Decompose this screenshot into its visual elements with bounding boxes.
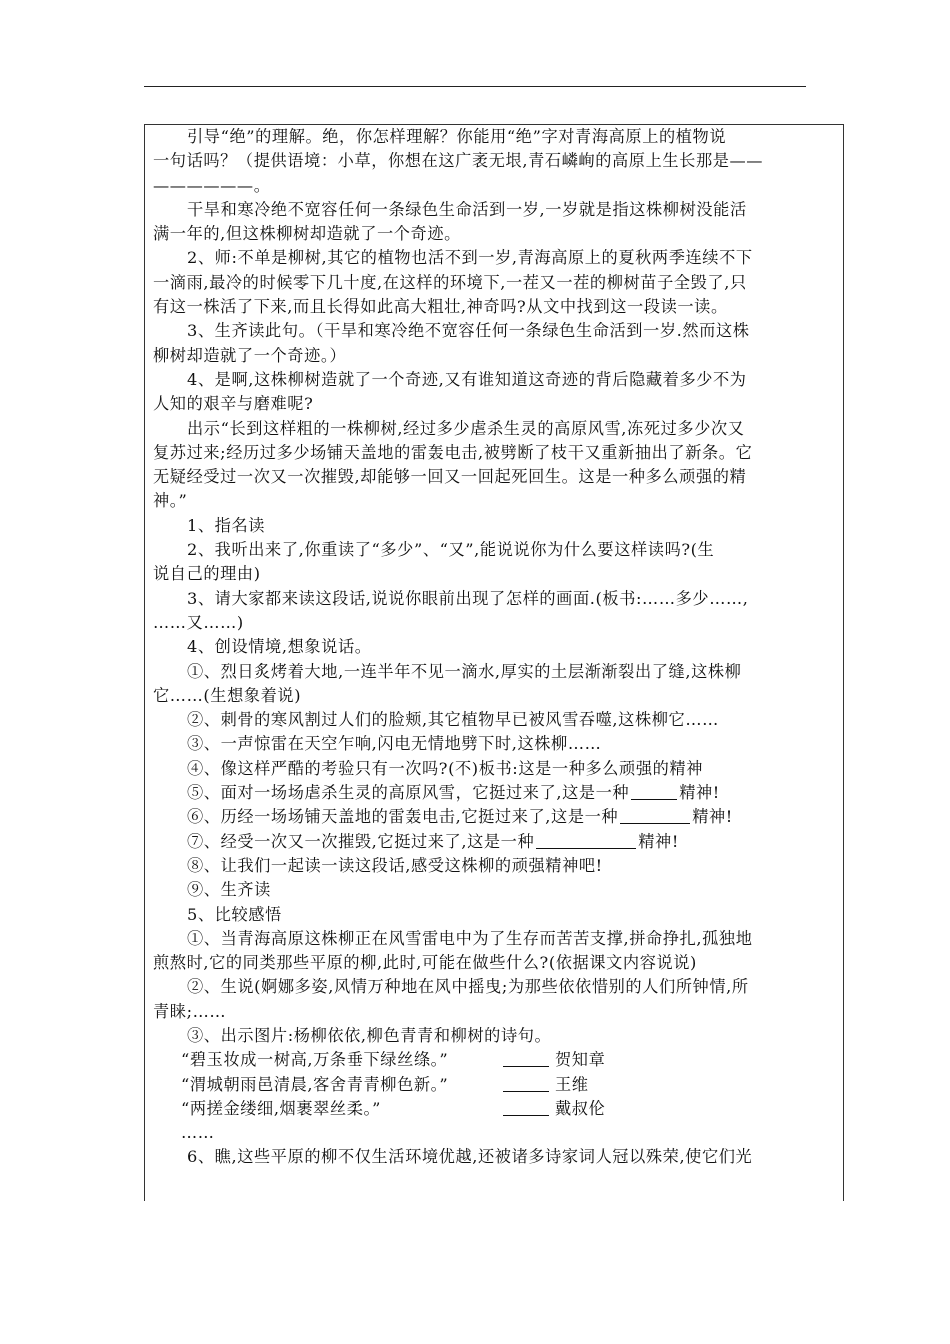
text-line: 柳树却造就了一个奇迹。）	[153, 345, 347, 365]
text-line: ——————。	[153, 175, 271, 195]
text-line: 5、比较感悟	[187, 904, 282, 924]
text-line: ②、刺骨的寒风割过人们的脸颊,其它植物早已被风雪吞噬,这株柳它……	[187, 710, 719, 730]
text-line: 干旱和寒冷绝不宽容任何一条绿色生命活到一岁,一岁就是指这株柳树没能活	[187, 199, 747, 219]
lesson-plan-cell	[144, 124, 844, 1201]
fill-blank-line	[153, 805, 837, 829]
text-line: 复苏过来;经历过多少场铺天盖地的雷轰电击,被劈断了枝干又重新抽出了新条。它	[153, 442, 753, 462]
text-line: 满一年的,但这株柳树却造就了一个奇迹。	[153, 224, 461, 244]
text-line: 1、指名读	[187, 515, 266, 535]
text-line: ①、当青海高原这株柳正在风雪雷电中为了生存而苦苦支撑,拼命挣扎,孤独地	[187, 928, 753, 948]
text-line: 2、师:不单是柳树,其它的植物也活不到一岁,青海高原上的夏秋两季连续不下	[187, 248, 753, 268]
poem-verse: “碧玉妆成一树高,万条垂下绿丝绦。”	[181, 1050, 449, 1070]
text-line: 有这一株活了下来,而且长得如此高大粗壮,神奇吗?从文中找到这一段读一读。	[153, 297, 728, 317]
text-line: ①、烈日炙烤着大地,一连半年不见一滴水,厚实的土层渐渐裂出了缝,这株柳	[187, 661, 742, 681]
poem-line	[153, 1048, 837, 1072]
answer-blank	[503, 1098, 549, 1116]
text-line: 4、是啊,这株柳树造就了一个奇迹,又有谁知道这奇迹的背后隐藏着多少不为	[187, 369, 747, 389]
poem-line	[153, 1097, 837, 1121]
poem-verse: “渭城朝雨邑清晨,客舍青青柳色新。”	[181, 1074, 449, 1094]
text-line: ③、出示图片:杨柳依依,柳色青青和柳树的诗句。	[187, 1025, 552, 1045]
text-line: 青睐;……	[153, 1001, 227, 1021]
answer-blank	[536, 831, 636, 849]
text-line: ④、像这样严酷的考验只有一次吗?(不)板书:这是一种多么顽强的精神	[187, 758, 703, 778]
text-line: 3、生齐读此句。（干旱和寒冷绝不宽容任何一条绿色生命活到一岁.然而这株	[187, 321, 750, 341]
text-line: ②、生说(婀娜多姿,风情万种地在风中摇曳;为那些依依惜别的人们所钟情,所	[187, 977, 749, 997]
poem-line	[153, 1073, 837, 1097]
answer-blank	[503, 1049, 549, 1067]
answer-blank	[620, 806, 690, 824]
text-line: 人知的艰辛与磨难呢?	[153, 394, 314, 414]
text-line: 神。”	[153, 491, 188, 511]
fill-line-text: 精神!	[692, 807, 733, 827]
text-line: ③、一声惊雷在天空乍响,闪电无情地劈下时,这株柳……	[187, 734, 602, 754]
text-line: 一滴雨,最冷的时候零下几十度,在这样的环境下,一茬又一茬的柳树苗子全毁了,只	[153, 272, 747, 292]
text-line: 6、瞧,这些平原的柳不仅生活环境优越,还被诸多诗家词人冠以殊荣,使它们光	[187, 1147, 753, 1167]
text-line: 引导“绝”的理解。绝，你怎样理解？你能用“绝”字对青海高原上的植物说	[187, 127, 727, 146]
fill-line-text: 精神!	[638, 831, 679, 851]
fill-line-text: ⑤、面对一场场虐杀生灵的高原风雪，它挺过来了,这是一种	[187, 783, 630, 803]
text-line: 3、请大家都来读这段话,说说你眼前出现了怎样的画面.(板书:……多少……,	[187, 588, 749, 608]
text-line: ……又……)	[153, 612, 244, 632]
poem-author: 贺知章	[555, 1050, 606, 1070]
text-line: ⑨、生齐读	[187, 880, 271, 900]
text-line: ⑧、让我们一起读一读这段话,感受这株柳的顽强精神吧!	[187, 855, 603, 875]
text-line: ……	[181, 1123, 215, 1143]
text-line: 无疑经受过一次又一次摧毁,却能够一回又一回起死回生。这是一种多么顽强的精	[153, 467, 747, 487]
text-line: 说自己的理由)	[153, 564, 261, 584]
text-line: 2、我听出来了,你重读了“多少”、“又”,能说说你为什么要这样读吗?(生	[187, 540, 715, 560]
fill-line-text: ⑥、历经一场场铺天盖地的雷轰电击,它挺过来了,这是一种	[187, 807, 619, 827]
answer-blank	[503, 1074, 549, 1092]
text-line: 煎熬时,它的同类那些平原的柳,此时,可能在做些什么?(依据课文内容说说)	[153, 953, 697, 973]
answer-blank	[631, 782, 677, 800]
fill-line-text: 精神!	[679, 783, 720, 803]
poem-author: 戴叔伦	[555, 1098, 606, 1118]
text-line: 4、创设情境,想象说话。	[187, 637, 372, 657]
fill-blank-line	[153, 830, 837, 854]
text-line: 出示“长到这样粗的一株柳树,经过多少虐杀生灵的高原风雪,冻死过多少次又	[187, 418, 745, 438]
fill-blank-line	[153, 781, 837, 805]
header-rule	[144, 86, 806, 87]
text-line: 一句话吗？（提供语境：小草，你想在这广袤无垠,青石嶙峋的高原上生长那是——	[153, 151, 764, 171]
fill-line-text: ⑦、经受一次又一次摧毁,它挺过来了,这是一种	[187, 831, 535, 851]
text-line: 它……(生想象着说)	[153, 685, 302, 705]
poem-verse: “两搓金缕细,烟裹翠丝柔。”	[181, 1098, 382, 1118]
poem-author: 王维	[555, 1074, 589, 1094]
